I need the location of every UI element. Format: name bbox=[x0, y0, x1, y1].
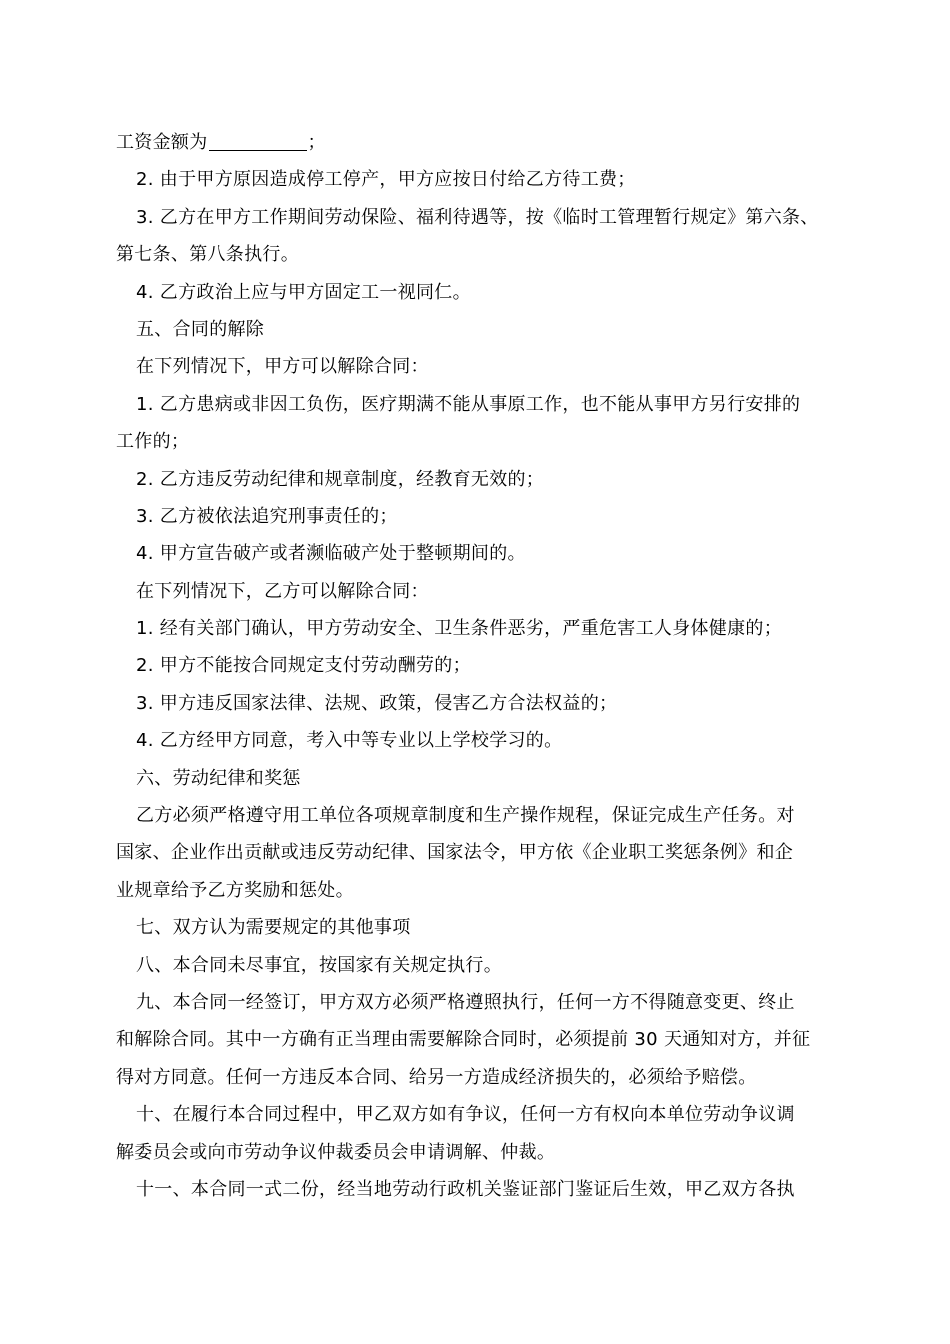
document-line: 第七条、第八条执行。 bbox=[116, 244, 299, 266]
document-line: 2. 甲方不能按合同规定支付劳动酬劳的； bbox=[136, 655, 471, 677]
document-line: 工作的； bbox=[116, 431, 190, 453]
document-line: 得对方同意。任何一方违反本合同、给另一方造成经济损失的，必须给予赔偿。 bbox=[116, 1066, 757, 1088]
document-line: 九、本合同一经签订，甲方双方必须严格遵照执行，任何一方不得随意变更、终止 bbox=[136, 991, 795, 1013]
document-line: 在下列情况下，乙方可以解除合同： bbox=[136, 580, 429, 602]
document-line: 3. 乙方在甲方工作期间劳动保险、福利待遇等，按《临时工管理暂行规定》第六条、 bbox=[136, 206, 819, 228]
document-line: 业规章给予乙方奖励和惩处。 bbox=[116, 879, 354, 901]
document-line: 解委员会或向市劳动争议仲裁委员会申请调解、仲裁。 bbox=[116, 1141, 556, 1163]
document-line: 3. 甲方违反国家法律、法规、政策，侵害乙方合法权益的； bbox=[136, 692, 618, 714]
document-page bbox=[116, 124, 836, 1208]
wage-blank bbox=[209, 132, 307, 151]
document-line: 1. 经有关部门确认，甲方劳动安全、卫生条件恶劣，严重危害工人身体健康的； bbox=[136, 618, 782, 640]
document-line: 十一、本合同一式二份，经当地劳动行政机关鉴证部门鉴证后生效，甲乙双方各执 bbox=[136, 1178, 795, 1200]
wage-line bbox=[116, 124, 836, 161]
wage-suffix: ； bbox=[307, 132, 326, 153]
document-line: 八、本合同未尽事宜，按国家有关规定执行。 bbox=[136, 954, 502, 976]
document-line: 和解除合同。其中一方确有正当理由需要解除合同时，必须提前 30 天通知对方，并征 bbox=[116, 1029, 811, 1051]
document-line: 1. 乙方患病或非因工负伤，医疗期满不能从事原工作，也不能从事甲方另行安排的 bbox=[136, 393, 801, 415]
document-line: 3. 乙方被依法追究刑事责任的； bbox=[136, 505, 398, 527]
document-line: 2. 乙方违反劳动纪律和规章制度，经教育无效的； bbox=[136, 468, 545, 490]
document-line: 4. 乙方政治上应与甲方固定工一视同仁。 bbox=[136, 281, 471, 303]
document-line: 乙方必须严格遵守用工单位各项规章制度和生产操作规程，保证完成生产任务。对 bbox=[136, 805, 795, 827]
document-line: 五、合同的解除 bbox=[136, 318, 265, 340]
document-line: 六、劳动纪律和奖惩 bbox=[136, 767, 301, 789]
document-body bbox=[116, 161, 836, 1208]
document-line: 4. 乙方经甲方同意，考入中等专业以上学校学习的。 bbox=[136, 730, 563, 752]
document-line: 4. 甲方宣告破产或者濒临破产处于整顿期间的。 bbox=[136, 543, 526, 565]
wage-label: 工资金额为 bbox=[116, 132, 208, 153]
document-line: 在下列情况下，甲方可以解除合同： bbox=[136, 356, 429, 378]
document-line: 七、双方认为需要规定的其他事项 bbox=[136, 917, 411, 939]
document-line: 国家、企业作出贡献或违反劳动纪律、国家法令，甲方依《企业职工奖惩条例》和企 bbox=[116, 842, 794, 864]
document-line: 十、在履行本合同过程中，甲乙双方如有争议，任何一方有权向本单位劳动争议调 bbox=[136, 1104, 795, 1126]
document-line: 2. 由于甲方原因造成停工停产，甲方应按日付给乙方待工费； bbox=[136, 169, 636, 191]
